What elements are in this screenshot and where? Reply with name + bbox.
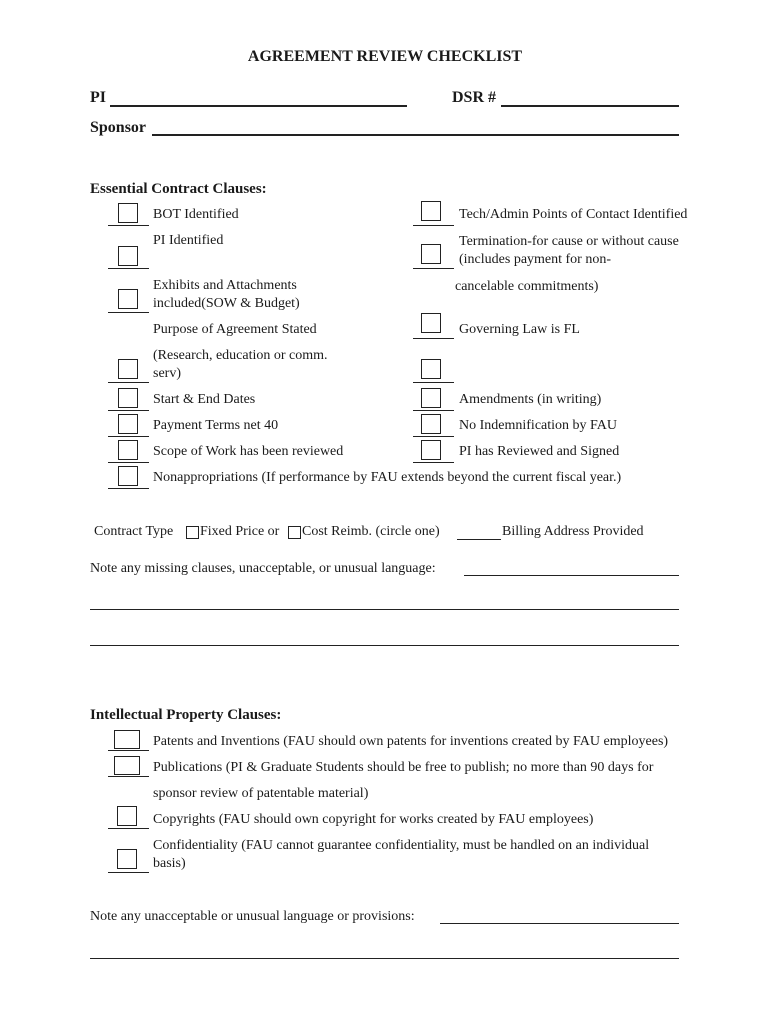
- clause-label: Copyrights (FAU should own copyright for works created by FAU employees): [153, 812, 594, 827]
- clause-label: Confidentiality (FAU cannot guarantee confidentiality, must be handled on an individual: [153, 838, 650, 853]
- checkbox-amendments[interactable]: [421, 388, 441, 408]
- checkbox-termination[interactable]: [421, 244, 441, 264]
- underline: [108, 488, 149, 489]
- clause-label: cancelable commitments): [455, 279, 599, 294]
- clause-label: BOT Identified: [153, 207, 239, 222]
- checkbox-governing-law[interactable]: [421, 313, 441, 333]
- cost-reimb-label: Cost Reimb. (circle one): [302, 524, 440, 539]
- checkbox-pi-identified[interactable]: [118, 246, 138, 266]
- underline: [108, 410, 149, 411]
- underline: [108, 312, 149, 313]
- clause-label: basis): [153, 856, 186, 871]
- clause-label: No Indemnification by FAU: [459, 418, 617, 433]
- underline: [108, 828, 149, 829]
- underline: [413, 338, 454, 339]
- page-title: AGREEMENT REVIEW CHECKLIST: [247, 48, 523, 65]
- clause-label: Scope of Work has been reviewed: [153, 444, 344, 459]
- note-unusual-language-label: Note any unacceptable or unusual language or provisions:: [90, 909, 415, 924]
- billing-blank[interactable]: [457, 539, 501, 540]
- note-unusual-language-field[interactable]: [440, 923, 679, 924]
- underline: [108, 225, 149, 226]
- ip-heading: Intellectual Property Clauses:: [90, 707, 282, 723]
- clause-label: serv): [153, 366, 181, 381]
- underline: [413, 410, 454, 411]
- clause-label: PI Identified: [153, 233, 224, 248]
- underline: [413, 268, 454, 269]
- clause-label: Amendments (in writing): [459, 392, 602, 407]
- clause-label: Nonappropriations (If performance by FAU extends beyond the current fiscal year.): [153, 470, 622, 485]
- note-missing-clauses-field[interactable]: [464, 575, 679, 576]
- note-line[interactable]: [90, 609, 679, 610]
- underline: [108, 462, 149, 463]
- sponsor-label: Sponsor: [90, 119, 147, 136]
- checkbox-copyrights[interactable]: [117, 806, 137, 826]
- fixed-price-label: Fixed Price or: [200, 524, 280, 539]
- clause-label: Purpose of Agreement Stated: [153, 322, 317, 337]
- checkbox-pi-reviewed-signed[interactable]: [421, 440, 441, 460]
- note-line[interactable]: [90, 645, 679, 646]
- clause-label: Governing Law is FL: [459, 322, 580, 337]
- essential-heading: Essential Contract Clauses:: [90, 181, 267, 197]
- pi-label: PI: [90, 89, 106, 106]
- clause-label: included(SOW & Budget): [153, 296, 300, 311]
- checkbox-no-indemnification[interactable]: [421, 414, 441, 434]
- clause-label: Publications (PI & Graduate Students should be free to publish; no more than 90 days for: [153, 760, 654, 775]
- checkbox-purpose[interactable]: [118, 359, 138, 379]
- clause-label: Start & End Dates: [153, 392, 256, 407]
- note-missing-clauses-label: Note any missing clauses, unacceptable, or unusual language:: [90, 561, 436, 576]
- sponsor-field[interactable]: [152, 134, 679, 136]
- pi-field[interactable]: [110, 105, 407, 107]
- underline: [108, 268, 149, 269]
- checkbox-start-end-dates[interactable]: [118, 388, 138, 408]
- underline: [108, 776, 149, 777]
- checkbox-tech-admin-contact[interactable]: [421, 201, 441, 221]
- billing-address-label: Billing Address Provided: [502, 524, 644, 539]
- underline: [108, 382, 149, 383]
- checkbox-exhibits[interactable]: [118, 289, 138, 309]
- checkbox-nonappropriations[interactable]: [118, 466, 138, 486]
- checkbox-publications[interactable]: [114, 756, 140, 775]
- note-line[interactable]: [90, 958, 679, 959]
- clause-label: (includes payment for non-: [459, 252, 612, 267]
- checkbox-bot-identified[interactable]: [118, 203, 138, 223]
- clause-label: Patents and Inventions (FAU should own patents for inventions created by FAU employees): [153, 734, 669, 749]
- underline: [413, 462, 454, 463]
- underline: [413, 225, 454, 226]
- checkbox-patents[interactable]: [114, 730, 140, 749]
- dsr-field[interactable]: [501, 105, 679, 107]
- checkbox-fixed-price[interactable]: [186, 526, 199, 539]
- checkbox-cost-reimb[interactable]: [288, 526, 301, 539]
- contract-type-label: Contract Type: [94, 524, 174, 539]
- checkbox-payment-terms[interactable]: [118, 414, 138, 434]
- underline: [413, 382, 454, 383]
- clause-label: sponsor review of patentable material): [153, 786, 369, 801]
- underline: [413, 436, 454, 437]
- checkbox-blank[interactable]: [421, 359, 441, 379]
- underline: [108, 750, 149, 751]
- clause-label: Payment Terms net 40: [153, 418, 279, 433]
- clause-label: (Research, education or comm.: [153, 348, 328, 363]
- checkbox-confidentiality[interactable]: [117, 849, 137, 869]
- underline: [108, 872, 149, 873]
- dsr-label: DSR #: [452, 89, 497, 106]
- checkbox-scope-of-work[interactable]: [118, 440, 138, 460]
- underline: [108, 436, 149, 437]
- clause-label: Tech/Admin Points of Contact Identified: [459, 207, 688, 222]
- clause-label: Termination-for cause or without cause: [459, 234, 679, 249]
- clause-label: PI has Reviewed and Signed: [459, 444, 620, 459]
- clause-label: Exhibits and Attachments: [153, 278, 297, 293]
